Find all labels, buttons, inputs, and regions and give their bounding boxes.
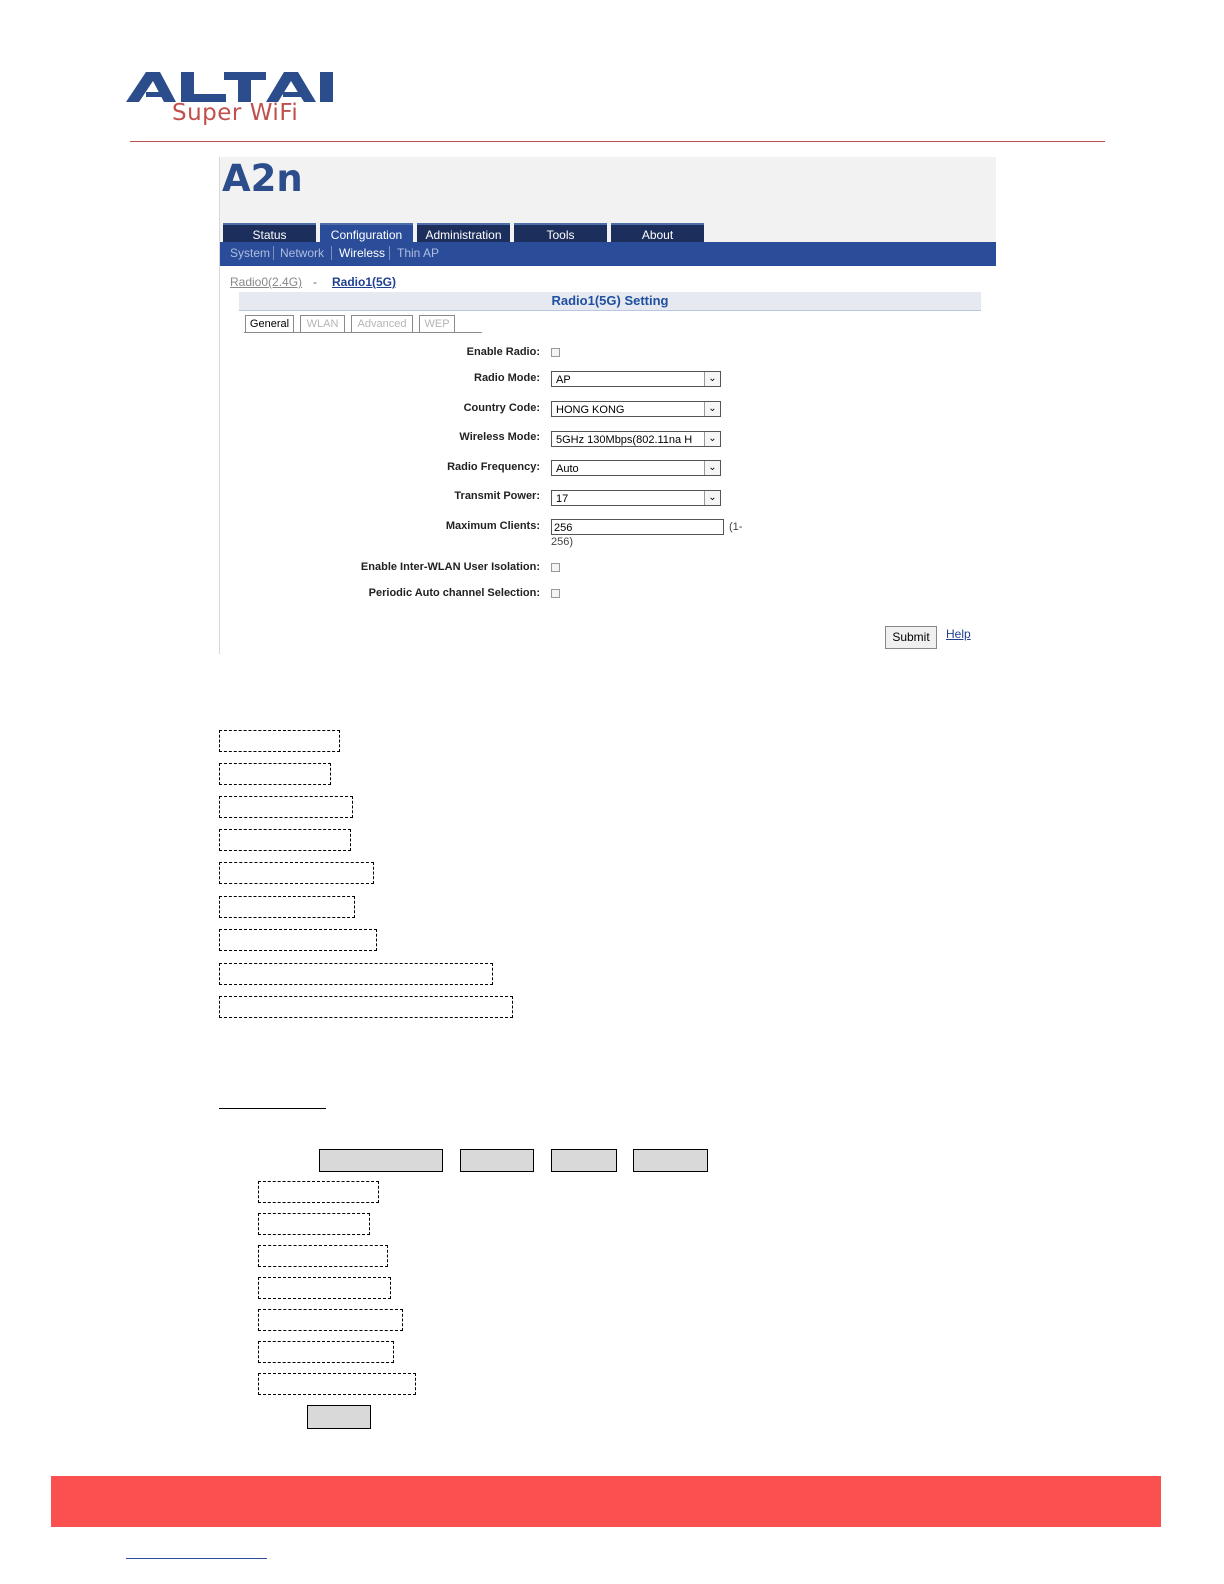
field-annotation-box (219, 763, 331, 785)
radio0-link[interactable]: Radio0(2.4G) (230, 275, 303, 289)
subnav-thin-ap[interactable]: Thin AP (397, 246, 440, 260)
field-annotation-box (258, 1309, 403, 1331)
field-annotation-box (219, 829, 351, 851)
field-annotation-box (219, 896, 355, 918)
radio-mode-select[interactable] (551, 371, 721, 387)
radio1-link[interactable]: Radio1(5G) (332, 275, 397, 289)
tab-placeholder-box (460, 1149, 534, 1172)
wireless-mode-select[interactable] (551, 431, 721, 447)
tab-status[interactable]: Status (223, 223, 316, 244)
inter-wlan-isolation-label: Enable Inter-WLAN User Isolation: (360, 561, 540, 573)
button-placeholder-box (307, 1405, 371, 1429)
section-title: Radio1(5G) Setting (239, 292, 981, 311)
logo-tagline: Super WiFi (172, 100, 299, 126)
footer-link-underline (126, 1558, 267, 1559)
tab-administration[interactable]: Administration (417, 223, 510, 244)
field-annotation-box (258, 1181, 379, 1203)
chevron-down-icon: ⌄ (704, 461, 720, 475)
field-annotation-box (258, 1373, 416, 1395)
altai-logo (126, 72, 336, 130)
submit-button[interactable]: Submit (885, 626, 937, 649)
transmit-power-value: 17 (556, 493, 569, 505)
subnav-wireless[interactable]: Wireless (339, 246, 386, 260)
tab-placeholder-box (551, 1149, 617, 1172)
field-annotation-box (258, 1213, 370, 1235)
subtab-advanced[interactable]: Advanced (351, 315, 413, 333)
subtab-wlan[interactable]: WLAN (300, 315, 345, 333)
footer-band (51, 1476, 1161, 1527)
field-annotation-box (258, 1341, 394, 1363)
subnav-divider (389, 246, 390, 260)
radio-frequency-label: Radio Frequency: (447, 461, 540, 473)
subnav-system[interactable]: System (230, 246, 271, 260)
country-code-value: HONG KONG (556, 404, 625, 416)
chevron-down-icon: ⌄ (704, 372, 720, 386)
chevron-down-icon: ⌄ (704, 491, 720, 505)
chevron-down-icon: ⌄ (704, 432, 720, 446)
subnav-divider (273, 246, 274, 260)
field-annotation-box (219, 929, 377, 951)
tab-tools[interactable]: Tools (514, 223, 607, 244)
section-heading-underline (219, 1108, 326, 1109)
field-annotation-box (219, 862, 374, 884)
max-clients-label: Maximum Clients: (445, 520, 540, 532)
chevron-down-icon: ⌄ (704, 402, 720, 416)
field-annotation-box (219, 796, 353, 818)
device-web-ui (219, 157, 996, 654)
periodic-auto-channel-label: Periodic Auto channel Selection: (368, 587, 540, 599)
inter-wlan-isolation-checkbox[interactable] (551, 563, 560, 572)
wireless-mode-label: Wireless Mode: (459, 431, 540, 443)
enable-radio-label: Enable Radio: (466, 346, 540, 358)
enable-radio-checkbox[interactable] (551, 348, 560, 357)
app-banner (220, 157, 996, 222)
altai-wordmark-icon (126, 72, 336, 102)
radio-frequency-select[interactable] (551, 460, 721, 476)
field-annotation-box (258, 1245, 388, 1267)
field-annotation-box (258, 1277, 391, 1299)
max-clients-range-end: 256) (551, 536, 574, 548)
transmit-power-label: Transmit Power: (454, 490, 540, 502)
header-divider (130, 141, 1105, 142)
field-annotation-box (219, 963, 493, 985)
main-tabs (220, 222, 996, 242)
sub-navigation (220, 242, 996, 266)
tab-placeholder-box (319, 1149, 443, 1172)
subtab-general[interactable]: General (245, 315, 294, 333)
app-brand: A2n (222, 157, 303, 200)
field-annotation-box (219, 730, 340, 752)
subtab-wep[interactable]: WEP (419, 315, 455, 333)
tab-about[interactable]: About (611, 223, 704, 244)
radio-mode-label: Radio Mode: (474, 372, 540, 384)
subnav-network[interactable]: Network (280, 246, 325, 260)
radio-frequency-value: Auto (556, 463, 579, 475)
max-clients-range-start: (1- (729, 521, 743, 533)
radio-link-separator: - (313, 275, 317, 289)
wireless-mode-value: 5GHz 130Mbps(802.11na H (556, 434, 693, 446)
country-code-label: Country Code: (463, 402, 540, 414)
tab-configuration[interactable]: Configuration (320, 223, 413, 244)
radio-mode-value: AP (556, 374, 571, 386)
periodic-auto-channel-checkbox[interactable] (551, 589, 560, 598)
tab-placeholder-box (633, 1149, 708, 1172)
max-clients-input[interactable]: 256 (551, 519, 724, 535)
subnav-divider (331, 246, 332, 260)
country-code-select[interactable] (551, 401, 721, 417)
transmit-power-select[interactable] (551, 490, 721, 506)
field-annotation-box (219, 996, 513, 1018)
help-link[interactable]: Help (946, 627, 971, 641)
subtab-baseline (244, 332, 482, 333)
